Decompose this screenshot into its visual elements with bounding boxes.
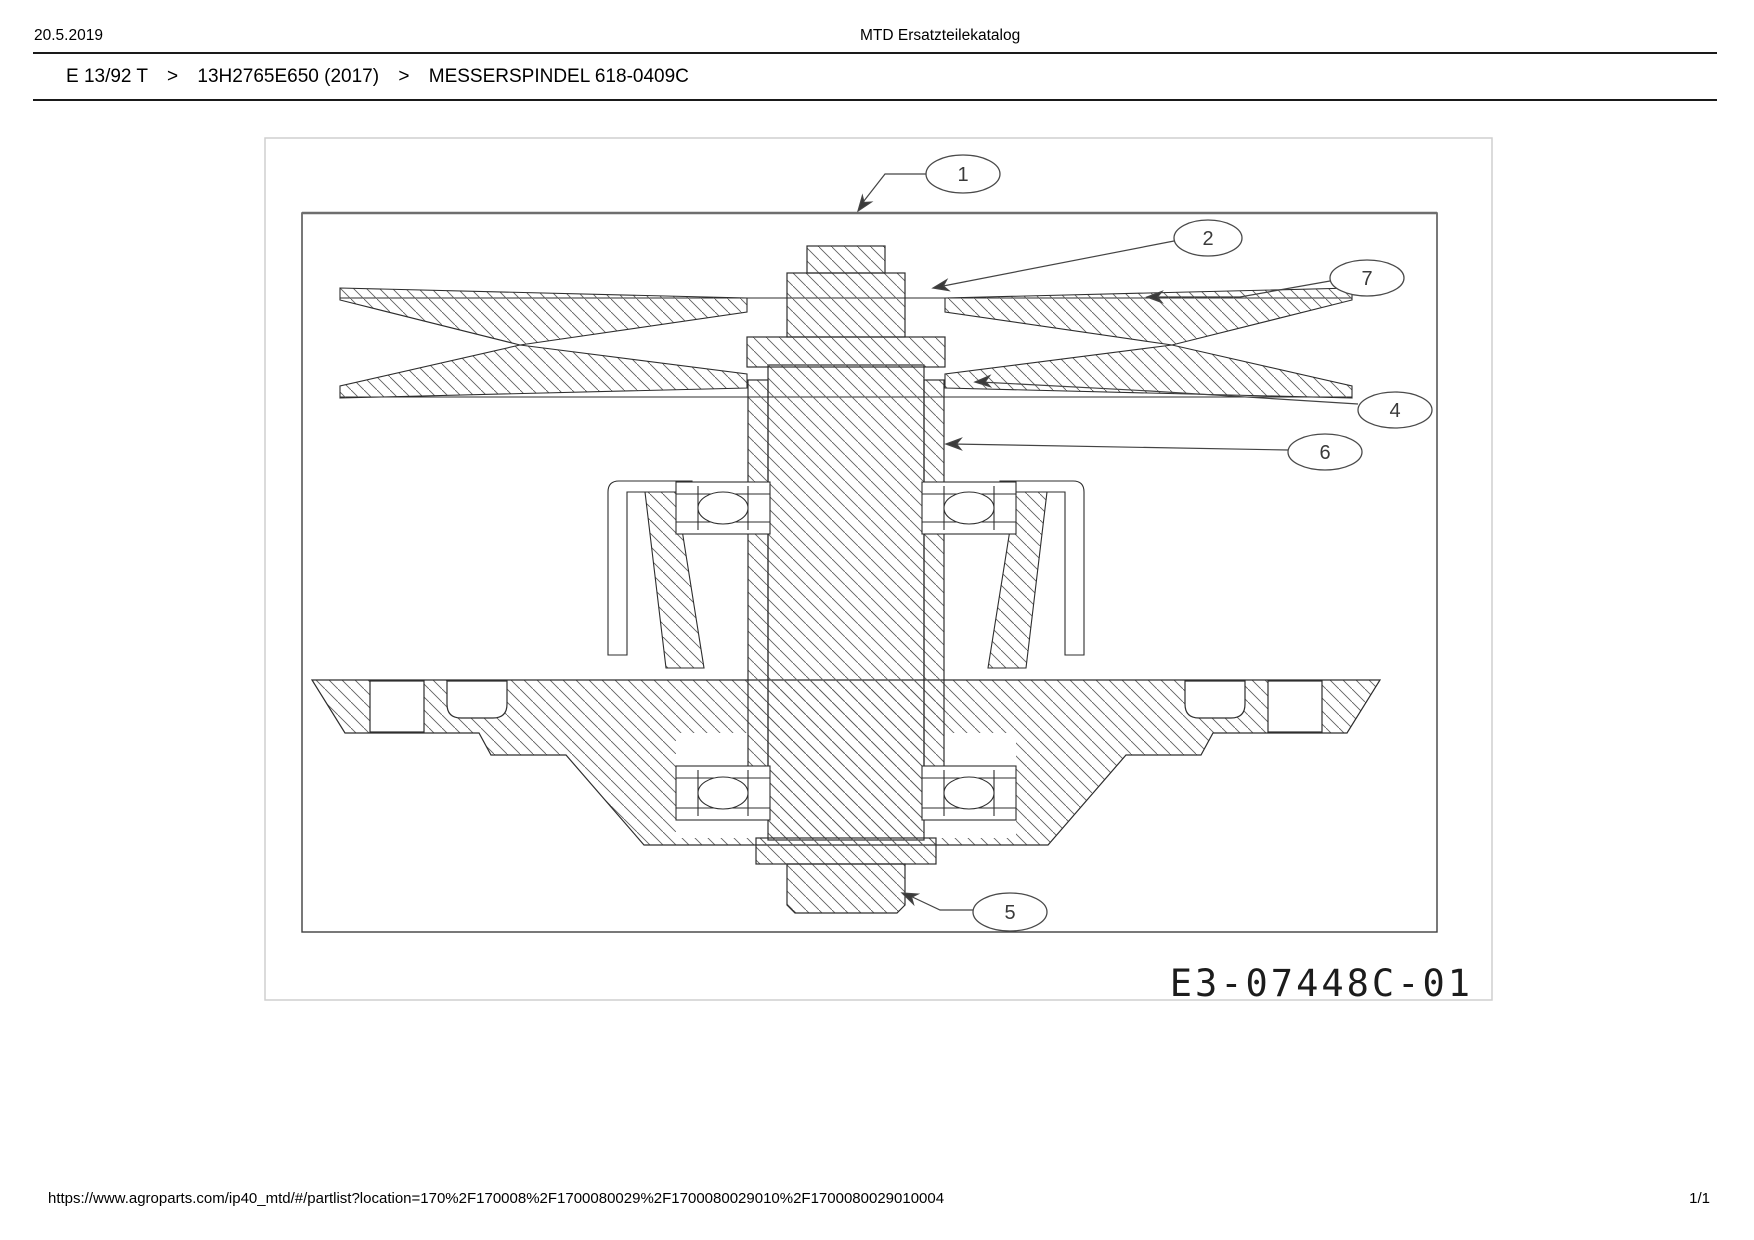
callout-balloon-4: [1358, 392, 1432, 428]
svg-text:4: 4: [1389, 400, 1401, 422]
drawing-code: E3-07448C-01: [1169, 962, 1473, 1005]
pulley-washer: [747, 337, 945, 367]
svg-text:7: 7: [1361, 268, 1373, 290]
breadcrumb-part: MESSERSPINDEL 618-0409C: [428, 66, 689, 87]
breadcrumb-serial: 13H2765E650 (2017): [197, 66, 380, 87]
bearing-ball: [698, 492, 748, 524]
breadcrumb-model: E 13/92 T: [66, 66, 148, 87]
spacer-sleeve-right: [924, 380, 944, 770]
bottom-cap: [756, 838, 936, 864]
svg-text:6: 6: [1319, 442, 1331, 464]
header-title: MTD Ersatzteilekatalog: [860, 27, 1021, 44]
bearing-ball: [944, 492, 994, 524]
hex-nut: [787, 273, 905, 337]
shaft-top-stub: [807, 246, 885, 273]
breadcrumb-separator: >: [398, 66, 410, 87]
footer-url: https://www.agroparts.com/ip40_mtd/#/partlist?location=170%2F170008%2F1700080029%2F1700080029010%2F1700080029010004: [48, 1190, 945, 1207]
callout-balloon-1: [926, 155, 1000, 193]
breadcrumb-separator: >: [166, 66, 179, 87]
callout-balloon-7: [1330, 260, 1404, 296]
callout-balloon-5: [973, 893, 1047, 931]
footer-page-number: 1/1: [1689, 1190, 1710, 1207]
header-date: 20.5.2019: [34, 27, 103, 44]
svg-text:1: 1: [957, 164, 969, 186]
spindle-shaft: [747, 246, 945, 913]
shaft-bottom-stub: [787, 864, 905, 913]
bearing-ball: [698, 777, 748, 809]
callout-balloon-2: [1174, 220, 1242, 256]
svg-text:5: 5: [1004, 902, 1016, 924]
callout-balloon-6: [1288, 434, 1362, 470]
bearing-ball: [944, 777, 994, 809]
spacer-sleeve-left: [748, 380, 768, 770]
svg-text:2: 2: [1202, 228, 1214, 250]
